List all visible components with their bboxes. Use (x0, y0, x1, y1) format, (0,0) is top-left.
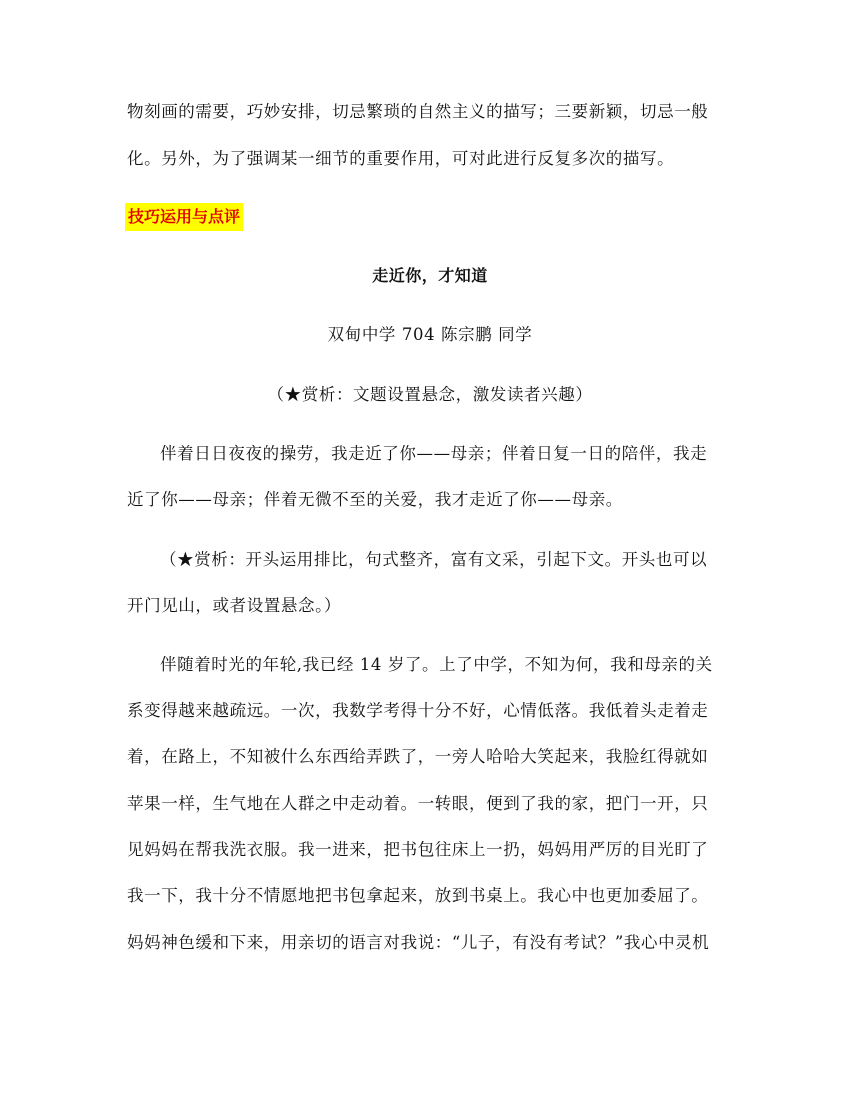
para2-line-2: 系变得越来越疏远。一次，我数学考得十分不好，心情低落。我低着头走着走 (127, 701, 709, 720)
comment1-line-1: （★赏析：开头运用排比，句式整齐，富有文采，引起下文。开头也可以 (160, 550, 708, 569)
para1-line-1: 伴着日日夜夜的操劳，我走近了你——母亲；伴着日复一日的陪伴，我走 (160, 444, 708, 463)
comment1-line-2: 开门见山，或者设置悬念。） (127, 596, 342, 615)
essay-title: 走近你，才知道 (372, 266, 488, 285)
essay-author: 双甸中学 704 陈宗鹏 同学 (327, 325, 533, 344)
para2-line-3: 着，在路上，不知被什么东西给弄跌了，一旁人哈哈大笑起来，我脸红得就如 (127, 747, 709, 766)
para2-line-7: 妈妈神色缓和下来，用亲切的语言对我说：“儿子，有没有考试？”我心中灵机 (127, 933, 710, 952)
intro-line-2: 化。另外，为了强调某一细节的重要作用，可对此进行反复多次的描写。 (127, 149, 675, 168)
para2-line-4: 苹果一样，生气地在人群之中走动着。一转眼，便到了我的家，把门一开，只 (127, 794, 709, 813)
para2-line-6: 我一下，我十分不情愿地把书包拿起来，放到书桌上。我心中也更加委屈了。 (127, 886, 709, 905)
para2-line-5: 见妈妈在帮我洗衣服。我一进来，把书包往床上一扔，妈妈用严厉的目光盯了 (127, 840, 709, 859)
para2-line-1: 伴随着时光的年轮,我已经 14 岁了。上了中学，不知为何，我和母亲的关 (160, 655, 713, 674)
intro-line-1: 物刻画的需要，巧妙安排，切忌繁琐的自然主义的描写；三要新颖，切忌一般 (127, 102, 709, 121)
para1-line-2: 近了你——母亲；伴着无微不至的关爱，我才走近了你——母亲。 (127, 490, 623, 509)
title-comment: （★赏析：文题设置悬念，激发读者兴趣） (267, 385, 593, 404)
section-heading: 技巧运用与点评 (125, 203, 243, 231)
